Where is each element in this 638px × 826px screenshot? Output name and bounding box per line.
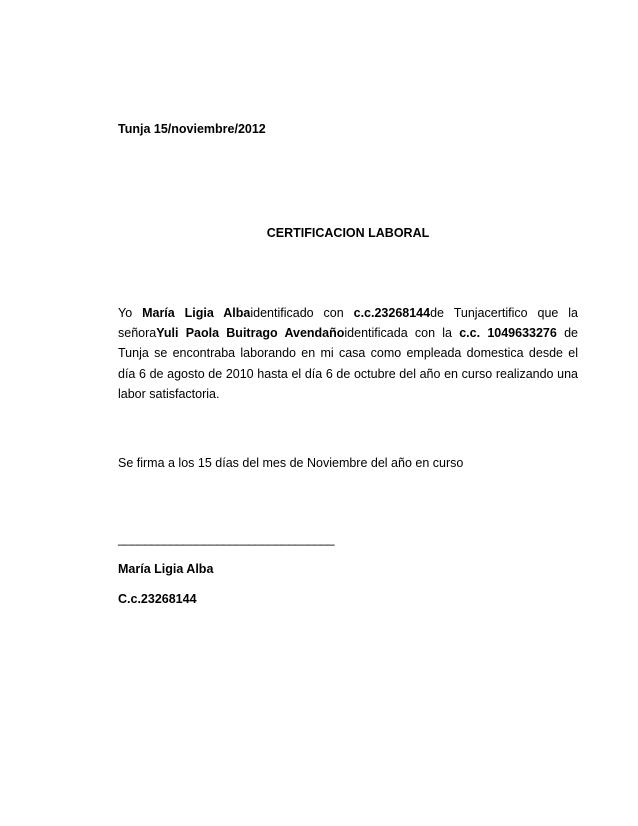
certifier-name: María Ligia Alba <box>142 306 251 320</box>
signature-line: _________________________________ <box>118 532 335 546</box>
body-text-2: identificado con <box>250 306 354 320</box>
body-text-5: de Tunja se encontraba laborando en mi casa como empleada domestica desde el día 6 de agosto de 2010 hasta el día 6 de octubre del año en curso realizando una labor satisfactoria. <box>118 326 578 401</box>
closing-statement: Se firma a los 15 días del mes de Noviembre del año en curso <box>118 456 464 470</box>
document-date: Tunja 15/noviembre/2012 <box>118 122 266 136</box>
signer-id: C.c.23268144 <box>118 592 197 606</box>
body-text-4: identificada con la <box>344 326 460 341</box>
document-title: CERTIFICACION LABORAL <box>266 226 430 240</box>
body-text-3: de Tunjacertifico que la señora <box>118 306 578 341</box>
employee-name: Yuli Paola Buitrago Avendaño <box>156 326 345 341</box>
certifier-id: c.c.23268144 <box>353 306 431 320</box>
body-text-1: Yo <box>118 306 143 320</box>
signer-name: María Ligia Alba <box>118 562 214 576</box>
certification-paragraph <box>118 303 578 404</box>
employee-id: c.c. 1049633276 <box>459 326 557 341</box>
